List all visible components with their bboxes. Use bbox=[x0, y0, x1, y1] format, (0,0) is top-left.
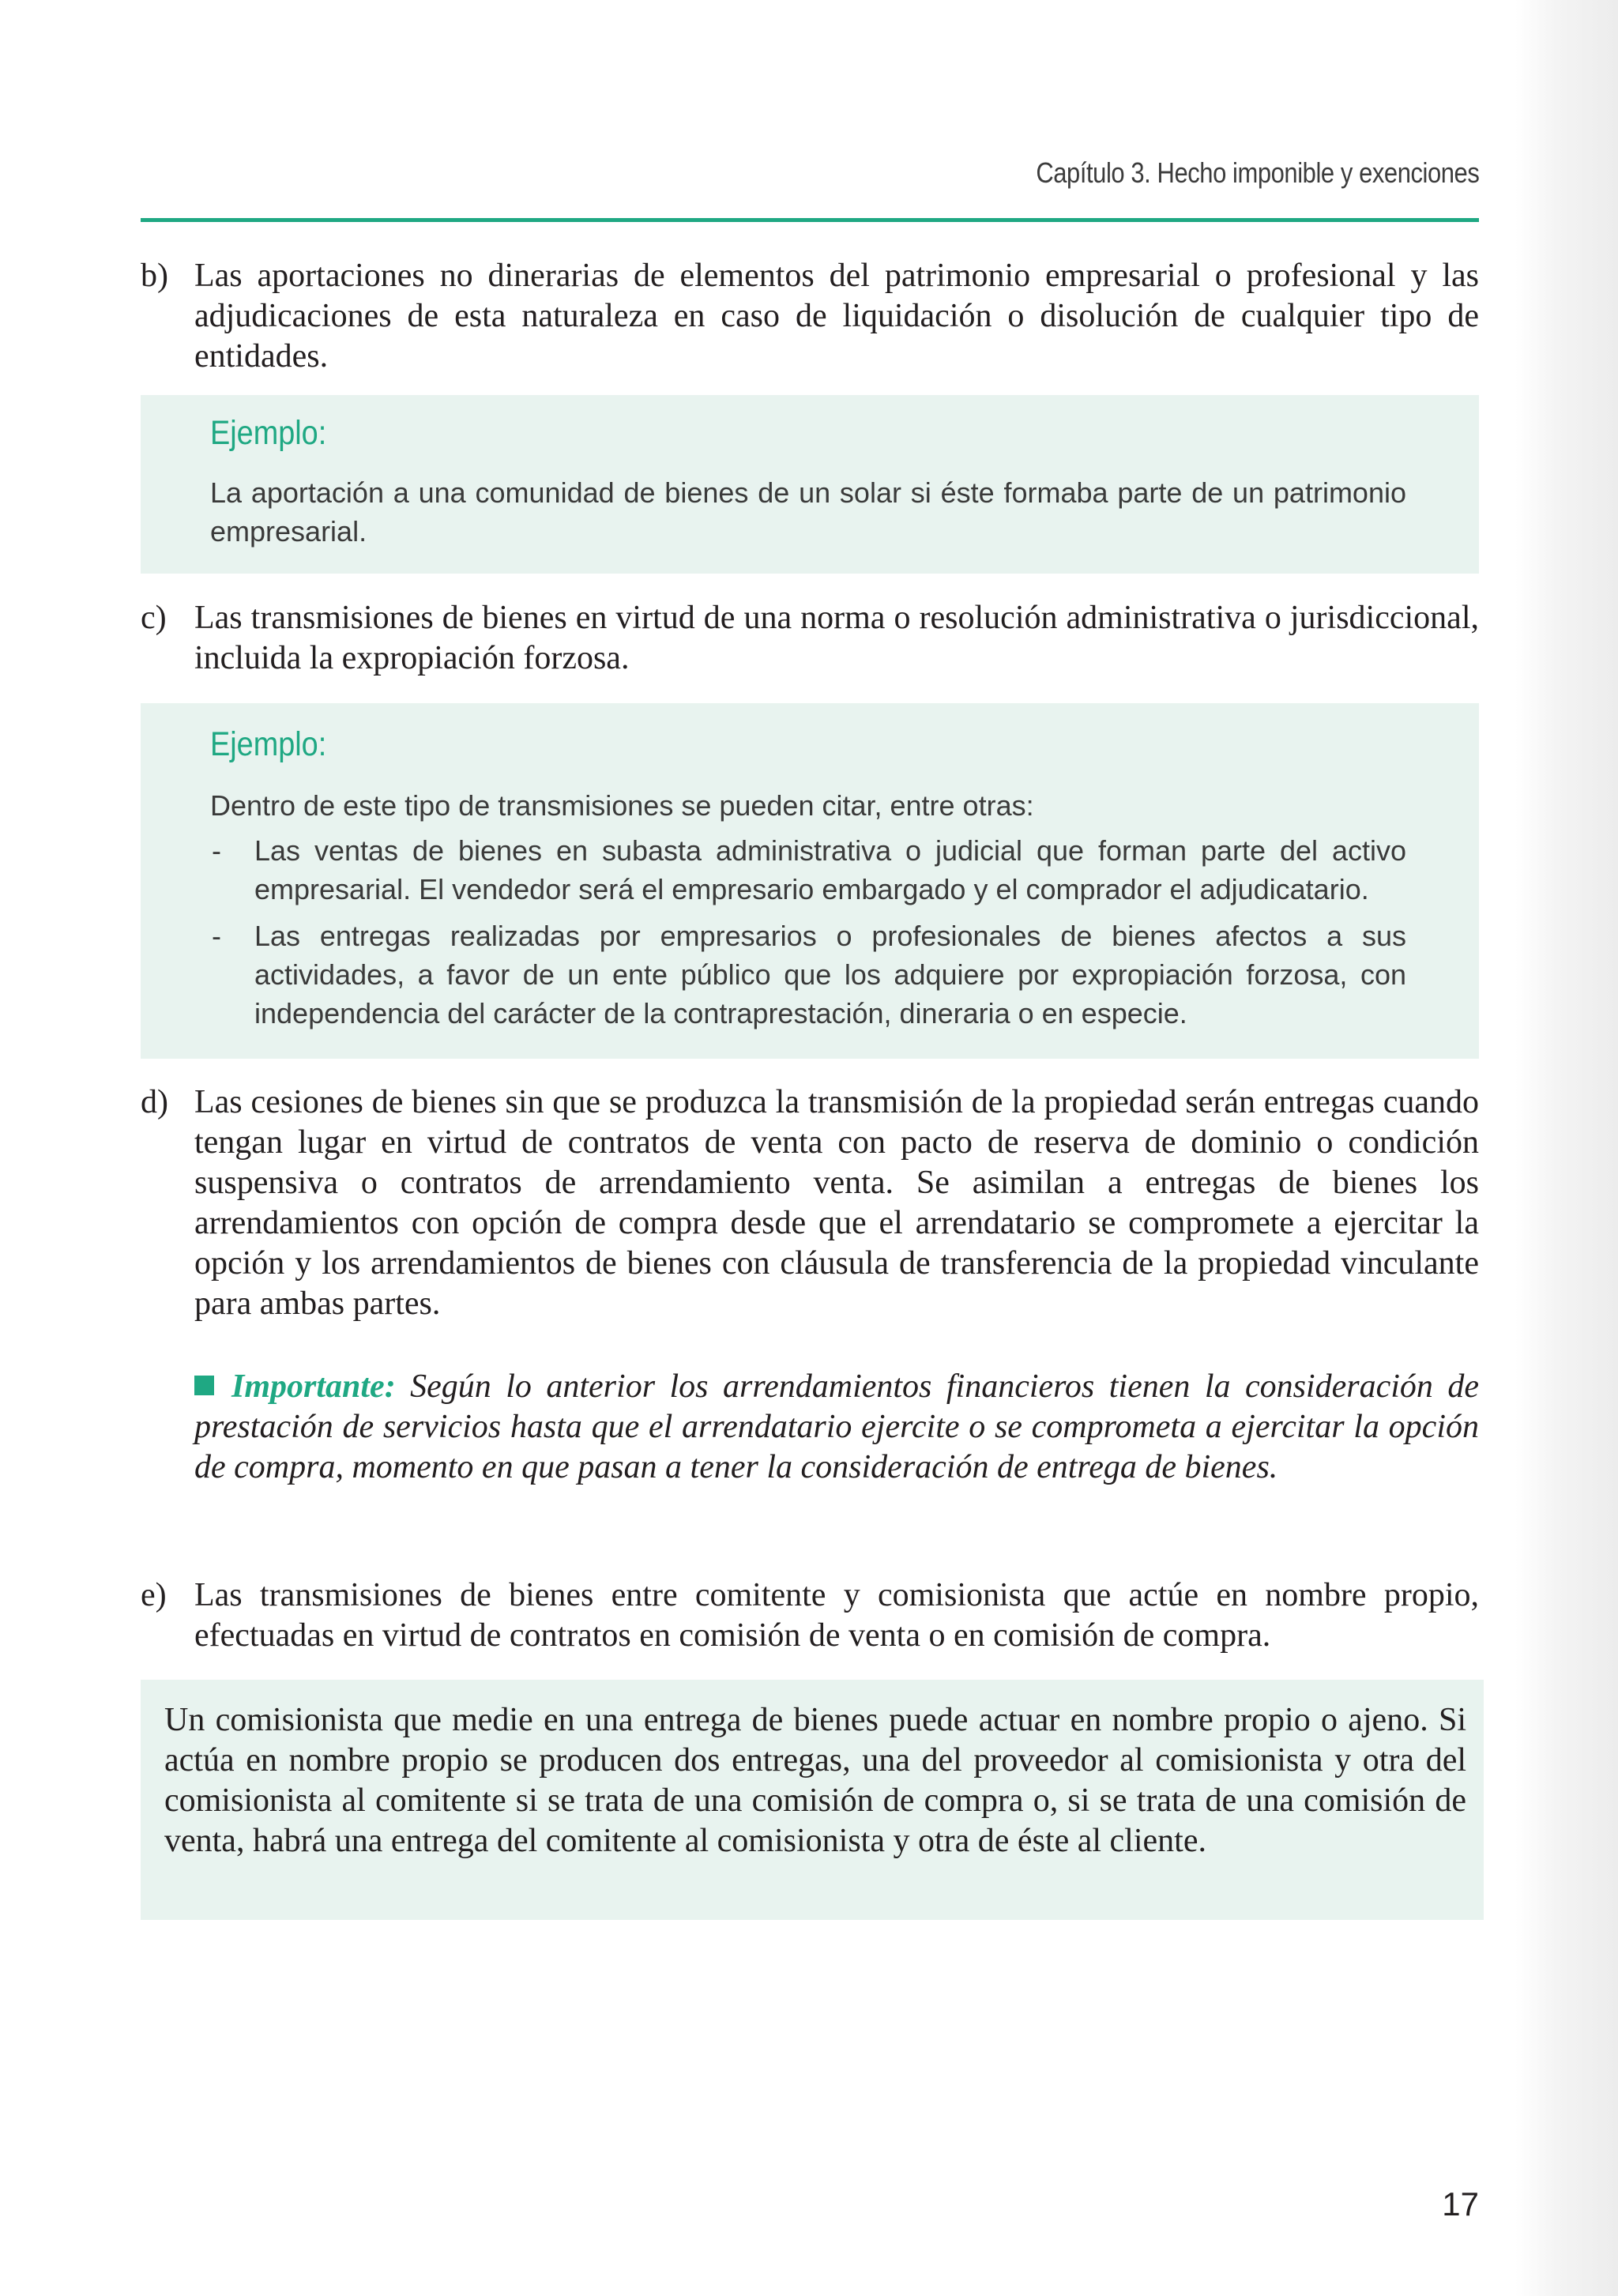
list-item-c bbox=[141, 598, 1479, 679]
list-dash: - bbox=[212, 834, 221, 867]
page-header bbox=[141, 156, 1479, 224]
list-item-e bbox=[141, 1575, 1479, 1656]
page-edge-shadow bbox=[1515, 0, 1618, 2296]
important-note bbox=[194, 1367, 1479, 1488]
list-dash: - bbox=[212, 920, 221, 952]
example-title: Ejemplo: bbox=[210, 414, 327, 452]
example-title: Ejemplo: bbox=[210, 725, 327, 763]
page-number: 17 bbox=[1442, 2185, 1479, 2223]
item-text: Las aportaciones no dinerarias de elementos del patrimonio empresarial o profesional y las adjudicaciones de esta naturaleza en caso de liquidación o disolución de cualquier tipo de entidades. bbox=[194, 258, 1479, 375]
item-text: Las cesiones de bienes sin que se produzca la transmisión de la propiedad serán entregas cuando tengan lugar en virtud de contratos de venta con pacto de reserva de dominio o condición suspensiva o contratos de arrendamiento venta. Se asimilan a entregas de bienes los arrendamientos con opción de compra desde que el arrendatario se compromete a ejercitar la opción y los arrendamientos de bienes con cláusula de transferencia de la propiedad vinculante para ambas partes. bbox=[194, 1084, 1479, 1322]
note-box bbox=[141, 1680, 1484, 1920]
header-rule bbox=[141, 218, 1479, 222]
item-letter: e) bbox=[141, 1577, 167, 1613]
item-text: Las transmisiones de bienes en virtud de una norma o resolución administrativa o jurisdiccional, incluida la expropiación forzosa. bbox=[194, 600, 1479, 676]
example-list-item bbox=[210, 917, 1406, 1033]
item-letter: d) bbox=[141, 1084, 168, 1120]
example-box bbox=[141, 395, 1479, 574]
chapter-title: Capítulo 3. Hecho imponible y exenciones bbox=[1035, 156, 1479, 189]
example-list-text: Las entregas realizadas por empresarios o profesionales de bienes afectos a sus actividades, a favor de un ente público que los adquiere por expropiación forzosa, con independencia del carácter de la contraprestación, dineraria o en especie. bbox=[254, 920, 1406, 1029]
example-list bbox=[210, 831, 1406, 1033]
example-list-text: Las ventas de bienes en subasta administrativa o judicial que forman parte del activo empresarial. El vendedor será el empresario embargado y el comprador el adjudicatario. bbox=[254, 834, 1406, 905]
example-text: La aportación a una comunidad de bienes de un solar si éste formaba parte de un patrimonio empresarial. bbox=[210, 476, 1406, 548]
important-label: Importante: bbox=[231, 1368, 396, 1405]
example-list-item bbox=[210, 831, 1406, 909]
note-text: Un comisionista que medie en una entrega de bienes puede actuar en nombre propio o ajeno. Si actúa en nombre propio se producen dos entregas, una del proveedor al comisionista y otra del comisionista al comitente si se trata de una comisión de compra o, si se trata de una comisión de venta, habrá una entrega del comitente al comisionista y otra de éste al cliente. bbox=[164, 1702, 1466, 1859]
item-letter: c) bbox=[141, 600, 167, 636]
example-text: Dentro de este tipo de transmisiones se pueden citar, entre otras: bbox=[210, 789, 1034, 822]
item-text: Las transmisiones de bienes entre comitente y comisionista que actúe en nombre propio, efectuadas en virtud de contratos en comisión de venta o en comisión de compra. bbox=[194, 1577, 1479, 1654]
list-item-b bbox=[141, 256, 1479, 377]
list-item-d bbox=[141, 1082, 1479, 1324]
important-text: Según lo anterior los arrendamientos financieros tienen la consideración de prestación de servicios hasta que el arrendatario ejercite o se comprometa a ejercitar la opción de compra, momento en que pasan a tener la consideración de entrega de bienes. bbox=[194, 1368, 1479, 1485]
item-letter: b) bbox=[141, 258, 168, 294]
example-box bbox=[141, 703, 1479, 1059]
square-bullet-icon bbox=[194, 1376, 214, 1395]
